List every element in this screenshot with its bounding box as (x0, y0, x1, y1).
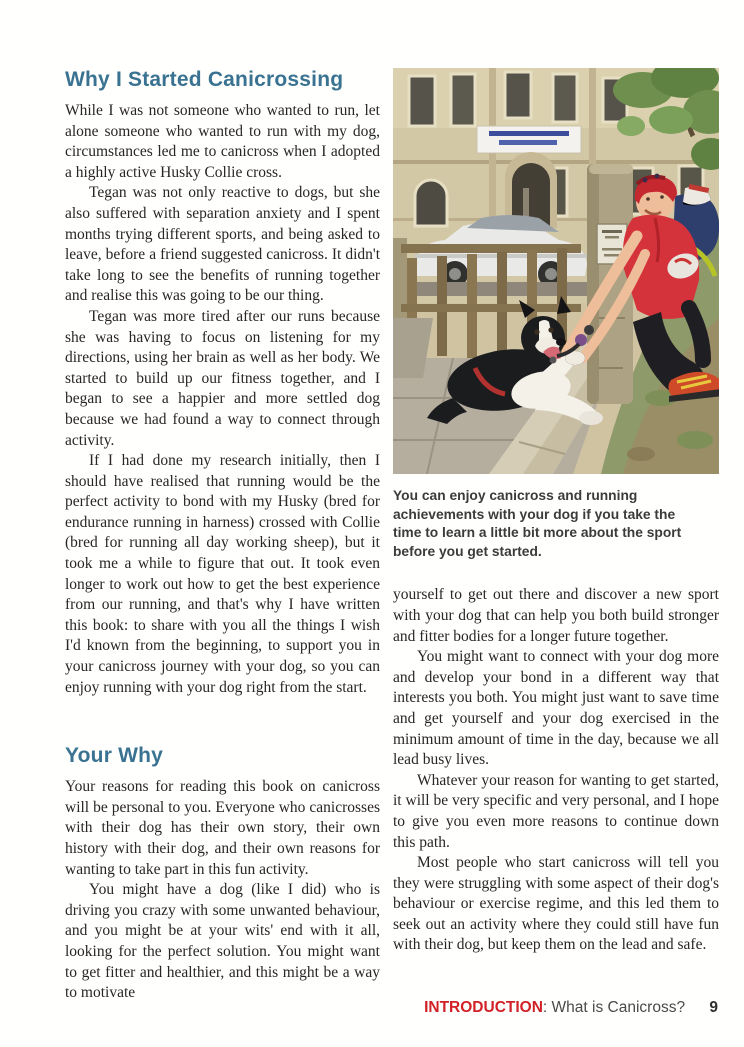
photo-illustration (393, 68, 719, 474)
heading-your-why: Your Why (65, 744, 164, 768)
right-column-text (393, 585, 719, 956)
body-paragraph: Tegan was not only reactive to dogs, but she also suffered with separation anxiety and I spent months trying different sports, and being asked to leave, before a friend suggested canicross. It didn't take long to see the benefits of running together and realise this was going to be our thing. (65, 184, 380, 305)
body-paragraph: Most people who start canicross will tell you they were struggling with some aspect of their dog's behaviour or exercise regime, and this led them to seek out an activity where they could still have fun with their dog, but keep them on the lead and safe. (393, 854, 719, 954)
body-paragraph: Your reasons for reading this book on canicross will be personal to you. Everyone who canicrosses with their dog has their own story, their own history with their dog, and their own reasons for wanting to take part in this fun activity. (65, 778, 380, 878)
heading-why-i-started: Why I Started Canicrossing (65, 68, 344, 91)
body-paragraph: While I was not someone who wanted to run, let alone someone who wanted to run with my dog, circumstances led me to canicross when I adopted a highly active Husky Collie cross. (65, 102, 380, 181)
banner-sign (477, 126, 581, 153)
dog-collar-tag (550, 357, 557, 364)
page-content (65, 68, 719, 1004)
body-paragraph: Whatever your reason for wanting to get started, it will be very specific and very personal, and I hope to give you even more reasons to continue down this path. (393, 771, 719, 851)
photo-canicross-dog (393, 68, 719, 474)
body-paragraph: yourself to get out there and discover a new sport with your dog that can help you both build stronger and fitter bodies for a longer future together. (393, 586, 719, 645)
footer-section-label: INTRODUCTION (424, 999, 543, 1016)
body-paragraph: If I had done my research initially, then I should have realised that running would be the perfect activity to bond with my Husky (bred for endurance running in harness) crossed with Collie (bred for running all day working sheep), but it took me a while to figure that out. It took even longer to work out how to get the best experience from our running, and that's why I have written this book: to share with you all the things I wish I'd known from the beginning, to support you in your canicross journey with your dog, so you can enjoy running with your dog right from the start. (65, 452, 380, 696)
photo-caption: You can enjoy canicross and running achievements with your dog if you take the time to learn a little bit more about the sport before you get started. (393, 488, 682, 559)
right-column (393, 68, 719, 1004)
left-column (65, 68, 380, 1004)
page-number: 9 (709, 999, 718, 1016)
footer-separator: : (542, 999, 548, 1016)
body-paragraph: You might want to connect with your dog more and develop your bond in a different way that interests you both. You might just want to save time and get yourself and your dog exercised in the minimum amount of time in the day, because we all lead busy lives. (393, 648, 719, 769)
body-paragraph: You might have a dog (like I did) who is driving you crazy with some unwanted behaviour, and you might be at your wits' end with it all, looking for the perfect solution. You might want to get fitter and healthier, and this might be a way to motivate (65, 881, 380, 1002)
footer-chapter-title: What is Canicross? (551, 999, 686, 1016)
body-paragraph: Tegan was more tired after our runs because she was having to focus on listening for my directions, using her brain as well as her body. We started to build up our fitness together, and I began to see a happier and more settled dog because we had found a way to connect through activity. (65, 307, 380, 449)
page-footer (424, 999, 718, 1017)
